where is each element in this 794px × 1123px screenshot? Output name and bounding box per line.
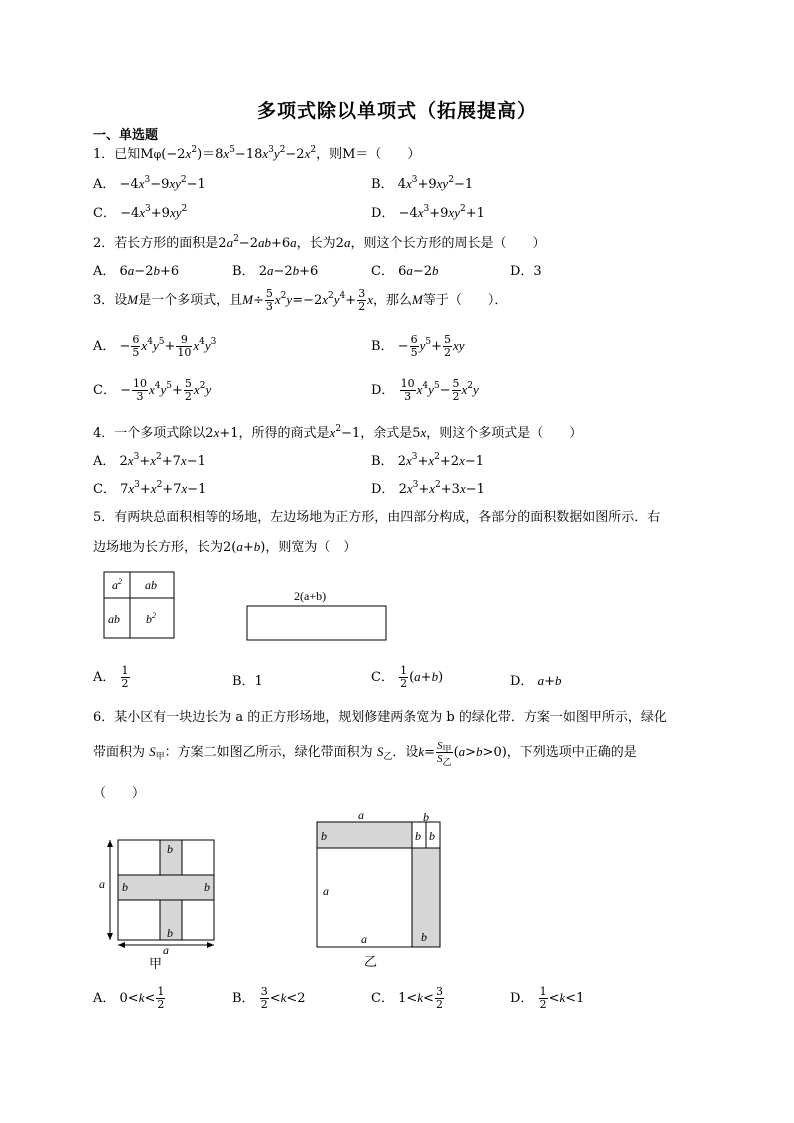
q5-figure xyxy=(0,560,794,650)
q5-option-a[interactable]: A． $\frac{1}{2}$ xyxy=(93,664,129,690)
q6-option-a[interactable]: A． 0<k< $\frac{1}{2}$ xyxy=(93,985,165,1011)
jia-label-a-bottom: a xyxy=(163,943,169,957)
jia-label-b-right: b xyxy=(204,880,210,894)
q6-option-b[interactable]: B． $\frac{3}{2}$ <k<2 xyxy=(232,985,306,1011)
jia-label-b-left: b xyxy=(122,880,128,894)
q3-option-a[interactable]: A． − $\frac{6}{5}$ $x^4y^5+$ $\frac{9}{10}$ $x^4y^3$ xyxy=(93,333,217,359)
q2-option-b[interactable]: B． 2a−2b+6 xyxy=(232,263,319,279)
q3-option-c[interactable]: C． − $\frac{10}{3}$ $x^4y^5+$ $\frac{5}{2}$ $x^2y$ xyxy=(93,377,212,403)
yi-label-b-left: b xyxy=(321,829,327,843)
q4-option-c[interactable]: C． $7x^3+x^2+7x-1$ xyxy=(93,480,207,497)
label-ab-top: ab xyxy=(145,578,157,592)
q5-option-b[interactable]: B．1 xyxy=(232,674,263,689)
yi-label-b-bottom: b xyxy=(421,930,427,944)
q2-option-a[interactable]: A． 6a−2b+6 xyxy=(93,263,180,279)
q3-option-b[interactable]: B． − $\frac{6}{5}$ $y^5+$ $\frac{5}{2}$ xy xyxy=(371,333,465,359)
yi-label-b-1: b xyxy=(415,829,421,843)
figure-jia xyxy=(99,840,214,971)
q4-option-a[interactable]: A． $2x^3+x^2+7x-1$ xyxy=(93,452,206,469)
label-a2: $a^2$ xyxy=(112,577,122,592)
label-rect-length: 2(a+b) xyxy=(294,589,327,603)
q6-option-c[interactable]: C． 1<k< $\frac{3}{2}$ xyxy=(371,985,443,1011)
yi-caption: 乙 xyxy=(364,954,378,969)
q6-figures xyxy=(0,800,794,975)
q5-option-d[interactable]: D． a+b xyxy=(510,673,562,689)
question-1-stem: 1．已知$M\varphi(-2x^2)=8x^5-18x^3y^2-2x^2$，则M＝（ ） xyxy=(93,145,421,162)
q1-option-b[interactable]: B． $4x^3+9xy^2-1$ xyxy=(371,175,474,192)
yi-label-b-2: b xyxy=(429,829,435,843)
yi-label-a-bottom: a xyxy=(361,932,367,946)
yi-label-b-top: b xyxy=(423,810,429,824)
question-2-stem: 2．若长方形的面积是$2a^2-2ab+6a$，长为2a，则这个长方形的周长是（ ） xyxy=(93,234,546,251)
jia-caption: 甲 xyxy=(149,956,163,971)
q4-option-b[interactable]: B． $2x^3+x^2+2x-1$ xyxy=(371,452,485,469)
q1-option-a[interactable]: A． $-4x^3-9xy^2-1$ xyxy=(93,175,206,192)
jia-label-b-top: b xyxy=(167,842,173,856)
q5-option-c[interactable]: C． $\frac{1}{2}$ (a+b) xyxy=(371,664,444,690)
q2-option-c[interactable]: C． 6a−2b xyxy=(371,263,439,279)
label-ab-left: ab xyxy=(108,612,120,626)
jia-label-a-left: a xyxy=(99,877,105,891)
q1-option-d[interactable]: D． $-4x^3+9xy^2+1$ xyxy=(371,204,485,221)
question-5-stem-line1: 5．有两块总面积相等的场地，左边场地为正方形，由四部分构成，各部分的面积数据如图所示．右 xyxy=(93,510,661,525)
question-4-stem: 4．一个多项式除以2x+1，所得的商式是$x^2-1$，余式是5x，则这个多项式是（ ） xyxy=(93,424,583,441)
yi-label-a-mid: a xyxy=(323,884,329,898)
section-heading: 一、单选题 xyxy=(93,128,159,143)
q2-option-d[interactable]: D．3 xyxy=(510,264,542,279)
q1-option-c[interactable]: C． $-4x^3+9xy^2$ xyxy=(93,204,188,221)
question-3-stem: 3．设M是一个多项式，且M÷ $\frac{5}{3}$ $x^2y=-2x^2y^4+$ $\frac{3}{2}$ x，那么M等于（ ）． xyxy=(93,287,508,313)
yi-label-a-top: a xyxy=(358,808,364,822)
q5-square-figure xyxy=(104,572,174,638)
page-title: 多项式除以单项式（拓展提高） xyxy=(256,100,537,122)
q3-option-d[interactable]: D． $\frac{10}{3}$ $x^4y^5-$ $\frac{5}{2}$ $x^2y$ xyxy=(371,377,479,403)
q6-option-d[interactable]: D． $\frac{1}{2}$ <k<1 xyxy=(510,985,585,1011)
q4-option-d[interactable]: D． $2x^3+x^2+3x-1$ xyxy=(371,480,485,497)
question-6-stem-line2: 带面积为 $S_甲$：方案二如图乙所示，绿化带面积为 $S_乙$．设k= $\frac{S_甲}{S_乙}$ (a>b>0)，下列选项中正确的是 xyxy=(93,740,637,768)
question-5-stem-line2: 边场地为长方形，长为2(a+b)，则宽为（ ） xyxy=(93,539,357,555)
question-6-stem-line3: （ ） xyxy=(93,786,146,801)
jia-label-b-bottom: b xyxy=(167,926,173,940)
label-b2: $b^2$ xyxy=(146,611,156,626)
q5-rectangle-figure xyxy=(247,589,386,640)
figure-yi xyxy=(317,808,440,969)
question-6-stem-line1: 6．某小区有一块边长为 a 的正方形场地，规划修建两条宽为 b 的绿化带．方案一如图甲所示，绿化 xyxy=(93,710,667,725)
